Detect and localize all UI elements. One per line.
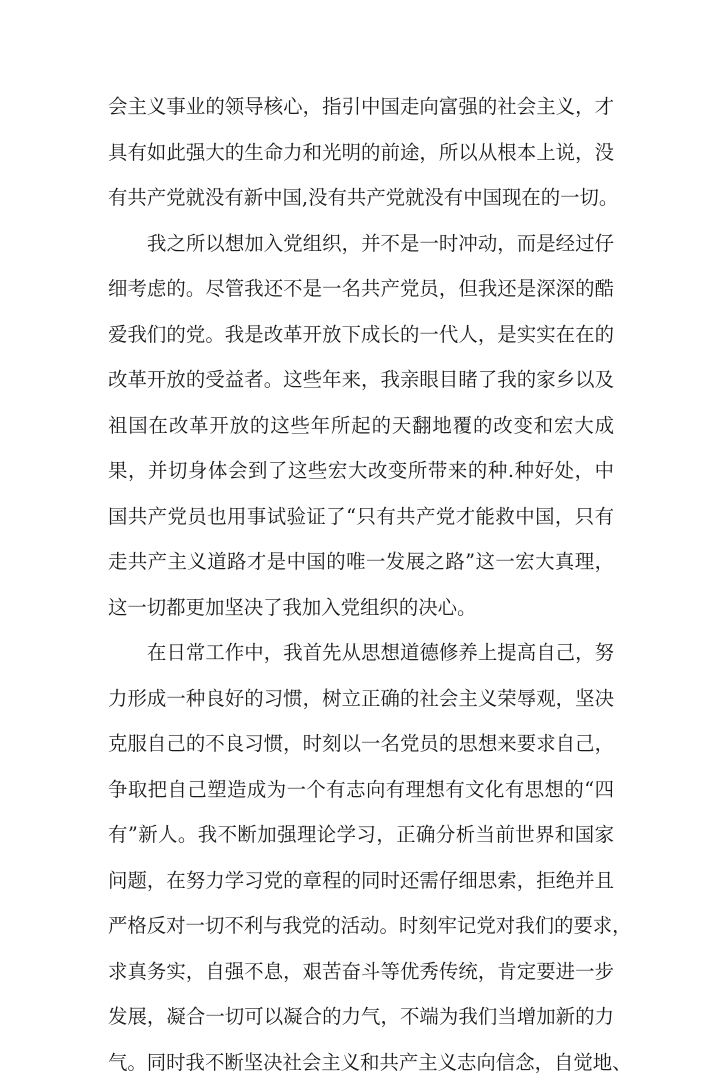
text-line: 国共产党员也用事试验证了“只有共产党才能救中国，只有 — [108, 494, 614, 540]
text-line: 问题，在努力学习党的章程的同时还需仔细思索，拒绝并且 — [108, 858, 614, 904]
paragraph-first-line: 我之所以想加入党组织，并不是一时冲动，而是经过仔 — [108, 221, 614, 267]
text-line: 有”新人。我不断加强理论学习，正确分析当前世界和国家 — [108, 812, 614, 858]
text-line: 力形成一种良好的习惯，树立正确的社会主义荣辱观，坚决 — [108, 676, 614, 722]
paragraph-first-line: 在日常工作中，我首先从思想道德修养上提高自己，努 — [108, 630, 614, 676]
text-line: 具有如此强大的生命力和光明的前途，所以从根本上说，没 — [108, 130, 614, 176]
text-line: 严格反对一切不利与我党的活动。时刻牢记党对我们的要求， — [108, 903, 614, 949]
text-line: 果，并切身体会到了这些宏大改变所带来的种.种好处，中 — [108, 448, 614, 494]
text-line: 有共产党就没有新中国,没有共产党就没有中国现在的一切。 — [108, 175, 614, 221]
text-line: 祖国在改革开放的这些年所起的天翻地覆的改变和宏大成 — [108, 403, 614, 449]
body-text — [108, 84, 614, 1085]
text-line: 求真务实，自强不息，艰苦奋斗等优秀传统，肯定要进一步 — [108, 949, 614, 995]
text-line: 走共产主义道路才是中国的唯一发展之路”这一宏大真理， — [108, 539, 614, 585]
text-line: 气。同时我不断坚决社会主义和共产主义志向信念，自觉地、 — [108, 1040, 614, 1085]
text-line: 会主义事业的领导核心，指引中国走向富强的社会主义，才 — [108, 84, 614, 130]
text-line: 发展，凝合一切可以凝合的力气，不端为我们当增加新的力 — [108, 994, 614, 1040]
text-line: 细考虑的。尽管我还不是一名共产党员，但我还是深深的酷 — [108, 266, 614, 312]
text-line: 爱我们的党。我是改革开放下成长的一代人，是实实在在的 — [108, 312, 614, 358]
text-line: 克服自己的不良习惯，时刻以一名党员的思想来要求自己， — [108, 721, 614, 767]
text-line: 争取把自己塑造成为一个有志向有理想有文化有思想的“四 — [108, 767, 614, 813]
text-line: 这一切都更加坚决了我加入党组织的决心。 — [108, 585, 614, 631]
text-line: 改革开放的受益者。这些年来，我亲眼目睹了我的家乡以及 — [108, 357, 614, 403]
